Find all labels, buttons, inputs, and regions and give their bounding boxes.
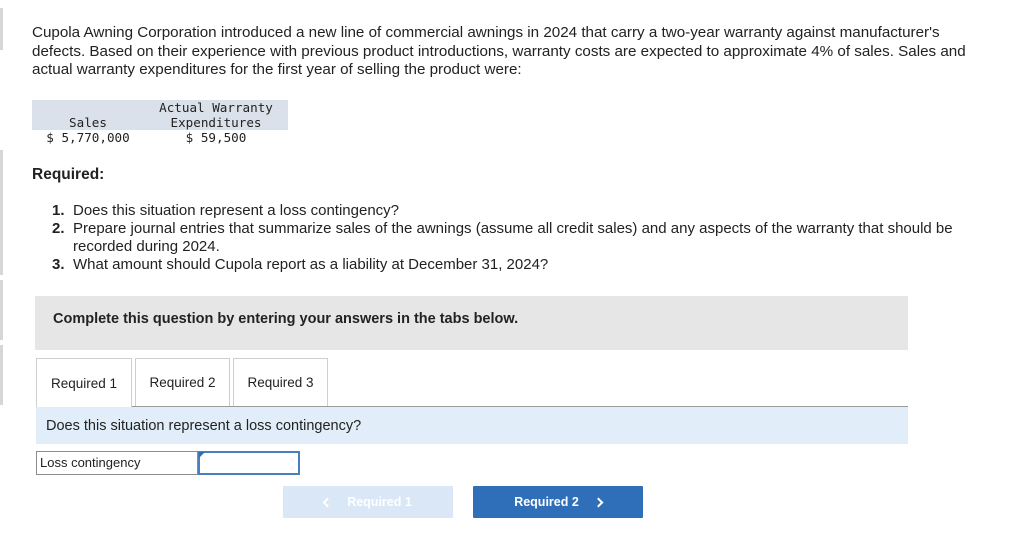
sales-warranty-table bbox=[32, 100, 288, 146]
tab-required-1[interactable]: Required 1 bbox=[36, 358, 132, 408]
sales-header: Sales bbox=[32, 100, 144, 130]
requirement-item: 1. Does this situation represent a loss contingency? bbox=[52, 202, 400, 219]
next-required-button[interactable]: Required 2 bbox=[473, 486, 643, 518]
question-text: Does this situation represent a loss contingency? bbox=[46, 418, 362, 434]
question-bar bbox=[36, 407, 908, 444]
tab-required-2[interactable]: Required 2 bbox=[135, 358, 230, 407]
answer-tabs bbox=[36, 358, 331, 407]
answer-row bbox=[36, 451, 300, 475]
sales-value: $ 5,770,000 bbox=[46, 130, 130, 145]
loss-contingency-dropdown[interactable] bbox=[198, 451, 300, 475]
problem-intro: Cupola Awning Corporation introduced a new line of commercial awnings in 2024 that carry a two-year warranty against manufacturer's defects. Based on their experience with previous product introductions, warranty costs are expected to approximate 4% of sales. Sales and actual warranty expenditures for the first year of selling the product were: bbox=[32, 24, 966, 78]
tab-required-3[interactable]: Required 3 bbox=[233, 358, 328, 407]
left-edge-rule bbox=[0, 345, 3, 405]
requirement-item: 2. Prepare journal entries that summarize sales of the awnings (assume all credit sales) and any aspects of the warranty that should be recorded during 2024. bbox=[52, 220, 953, 255]
chevron-left-icon bbox=[323, 497, 333, 507]
left-edge-rule bbox=[0, 280, 3, 340]
warranty-value: $ 59,500 bbox=[185, 130, 247, 145]
instruction-text: Complete this question by entering your answers in the tabs below. bbox=[53, 311, 519, 327]
loss-contingency-label: Loss contingency bbox=[36, 451, 198, 475]
left-edge-rule bbox=[0, 8, 3, 50]
requirements-list bbox=[52, 202, 1002, 274]
instruction-box bbox=[35, 296, 908, 350]
left-edge-rule bbox=[0, 150, 3, 275]
requirement-item: 3. What amount should Cupola report as a liability at December 31, 2024? bbox=[52, 256, 549, 273]
prev-required-button[interactable]: Required 1 bbox=[283, 486, 453, 518]
chevron-right-icon bbox=[593, 497, 603, 507]
warranty-header: Actual Warranty Expenditures bbox=[144, 100, 288, 130]
required-heading: Required: bbox=[32, 166, 105, 183]
